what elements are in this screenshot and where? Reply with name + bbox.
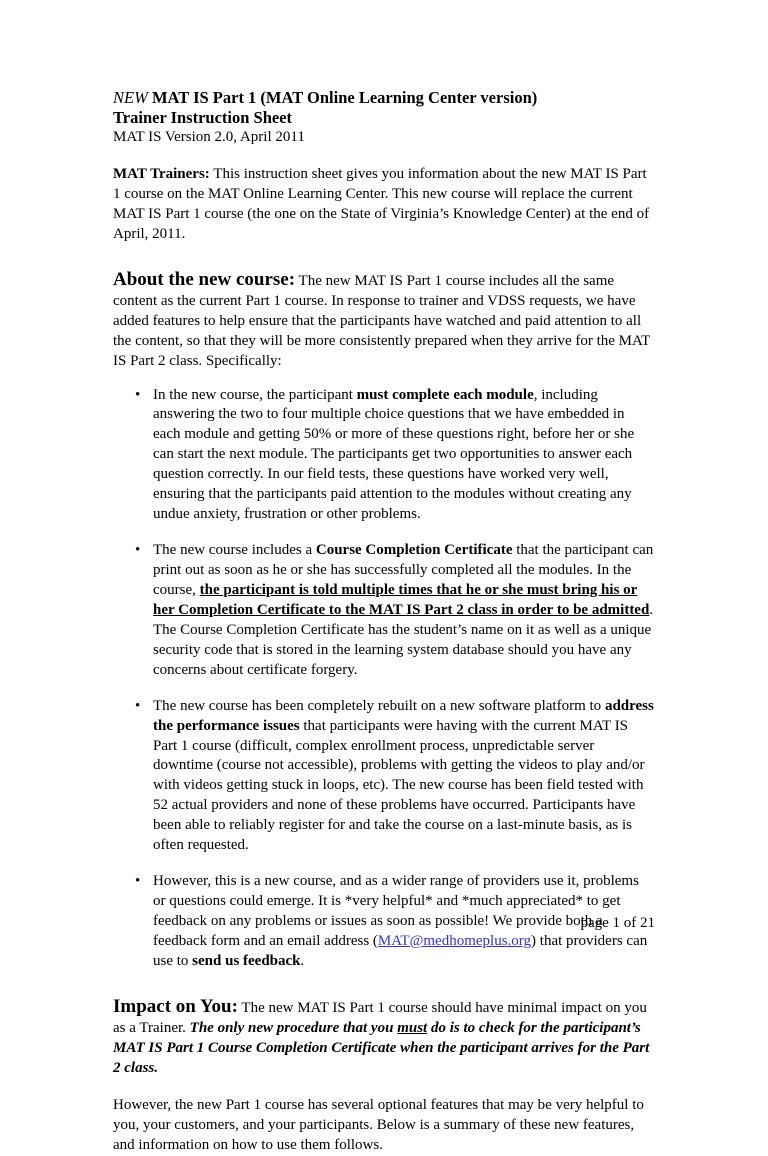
bullet-4-text-part2: ) that providers can use to xyxy=(153,932,648,969)
bullet-3-text-part2: that participants were having with the current MAT IS Part 1 course (difficult, complex enrollment process, unpredictable server downtime (course not accessible), problems with getting the videos to play and/or with videos getting stuck in loops, etc). The new course has been field tested with 52 actual providers and none of these problems have occurred. Participants have been able to reliably register for and take the course on a last-minute basis, as is often requested. xyxy=(153,717,645,854)
intro-lead-label: MAT Trainers: xyxy=(113,165,210,182)
bullet-point-icon: • xyxy=(135,542,141,559)
impact-section-heading: Impact on You: xyxy=(113,995,238,1017)
title-main-text: MAT IS Part 1 (MAT Online Learning Center version) xyxy=(147,88,538,107)
bullet-2-bold-underline-phrase: the participant is told multiple times that he or she must bring his or her Completion Certificate to the MAT IS Part 2 class in order to be admitted xyxy=(153,581,650,618)
bullet-point-icon: • xyxy=(135,697,141,714)
bullet-3-text-part1: The new course has been completely rebuilt on a new software platform to xyxy=(153,697,605,714)
about-section-paragraph xyxy=(113,267,655,372)
bullet-2-text-part1: The new course includes a xyxy=(153,542,316,559)
bullet-3-bold-phrase: address the performance issues xyxy=(153,697,654,734)
page-title xyxy=(113,88,655,108)
bullet-1-text-part2: , including answering the two to four multiple choice questions that we have embedded in each module and getting 50% or more of these questions right, before her or she can start the next module. The participants get two opportunities to answer each question correctly. In our field tests, these questions have worked very well, ensuring that the participants paid attention to the modules without creating any undue anxiety, frustration or other problems. xyxy=(153,386,635,523)
closing-paragraph: However, the new Part 1 course has several optional features that may be very helpful to you, your customers, and your participants. Below is a summary of these new features, and information on how to use them follows. xyxy=(113,1096,644,1153)
bullet-4-bold-phrase: send us feedback xyxy=(192,952,301,969)
impact-emphasis-before: The only new procedure that you xyxy=(189,1020,398,1037)
about-section-heading: About the new course: xyxy=(113,268,296,290)
intro-paragraph xyxy=(113,165,655,245)
bullet-point-icon: • xyxy=(135,873,141,890)
bullet-2-text-part3: . The Course Completion Certificate has the student’s name on it as well as a unique security code that is stored in the learning system database should you have any concerns about certificate forgery. xyxy=(153,601,654,678)
impact-emphasis-must: must xyxy=(397,1020,428,1037)
feature-bullet-list xyxy=(113,386,655,972)
impact-emphasis-after: do is to check for the participant’s MAT IS Part 1 Course Completion Certificate when the participant arrives for the Part 2 class. xyxy=(113,1020,650,1076)
bullet-4-text-part3: . xyxy=(300,952,305,969)
bullet-2-text-part2: that the participant can print out as soon as he or she has successfully completed all the modules. In the course, xyxy=(153,542,654,598)
bullet-point-icon: • xyxy=(135,386,141,403)
list-item xyxy=(113,697,655,857)
intro-body-text: This instruction sheet gives you information about the new MAT IS Part 1 course on the MAT Online Learning Center. This new course will replace the current MAT IS Part 1 course (the one on the State of Virginia’s Knowledge Center) at the end of April, 2011. xyxy=(113,165,650,242)
page-footer: page 1 of 21 xyxy=(580,915,655,931)
about-section-body: The new MAT IS Part 1 course includes all the same content as the current Part 1 course. In response to trainer and VDSS requests, we have added features to help ensure that the participants have watched and paid attention to all the content, so that they will be more consistently prepared when they arrive for the MAT IS Part 2 class. Specifically: xyxy=(113,272,651,369)
feedback-email-link[interactable]: MAT@medhomeplus.org xyxy=(377,932,532,949)
impact-section-paragraph xyxy=(113,994,655,1079)
document-version: MAT IS Version 2.0, April 2011 xyxy=(113,129,305,146)
bullet-1-text-part1: In the new course, the participant xyxy=(153,386,357,403)
impact-section-body: The new MAT IS Part 1 course should have minimal impact on you as a Trainer. xyxy=(113,999,647,1037)
list-item xyxy=(113,541,655,681)
bullet-2-bold-phrase: Course Completion Certificate xyxy=(315,542,513,559)
bullet-4-text-part1: However, this is a new course, and as a wider range of providers use it, problems or questions could emerge. It is *very helpful* and *much appreciated* to get feedback on any problems or issues as soon as possible! We provide both a feedback form and an email address ( xyxy=(153,873,639,949)
document-subtitle: Trainer Instruction Sheet xyxy=(113,108,293,128)
title-new-badge: NEW xyxy=(113,88,148,107)
list-item xyxy=(113,386,655,526)
bullet-1-bold-phrase: must complete each module xyxy=(356,386,534,403)
